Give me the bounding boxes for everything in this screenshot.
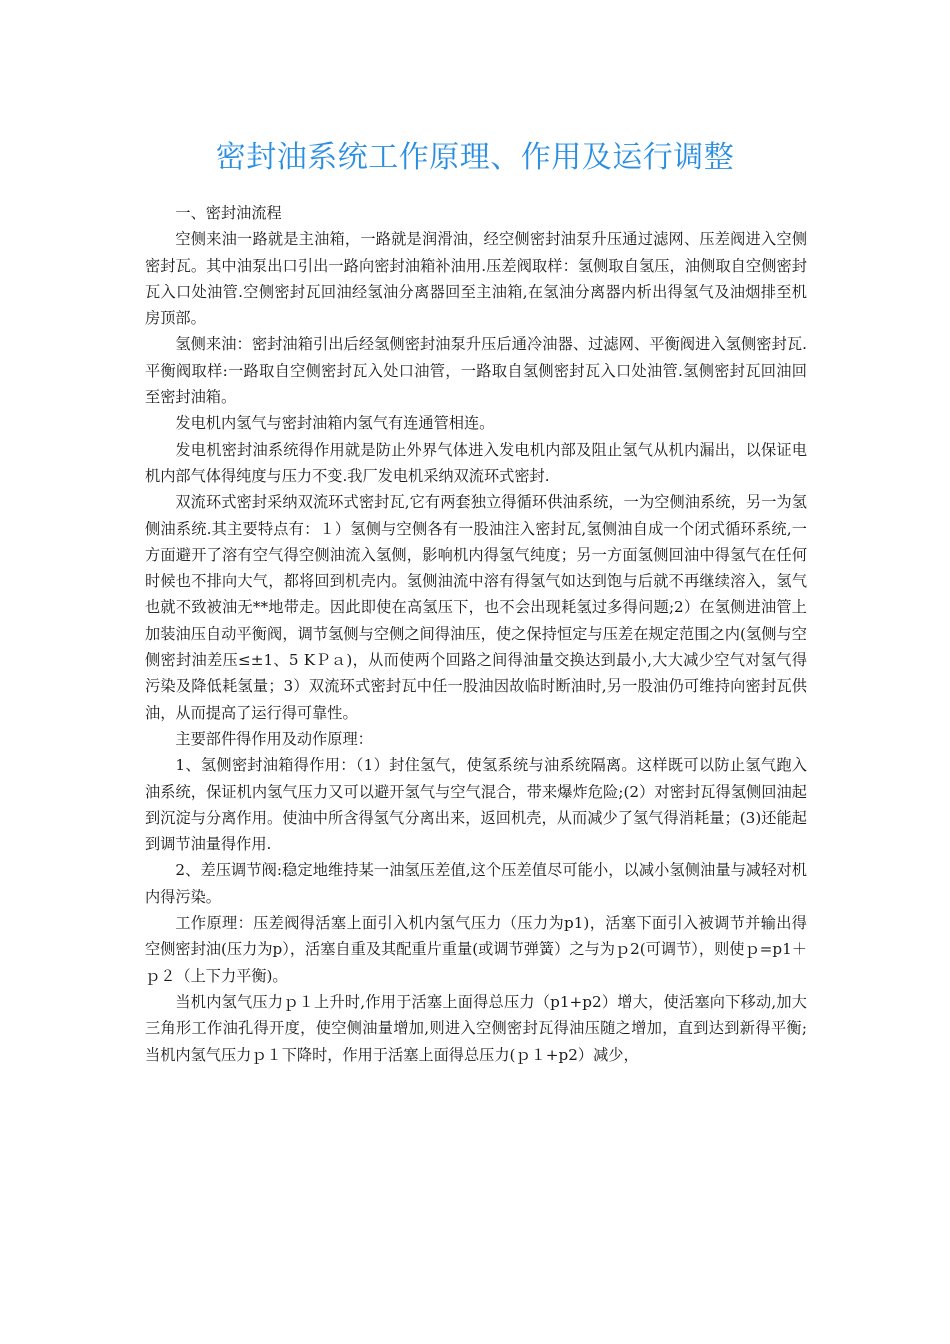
paragraph-dual-flow-seal: 双流环式密封采纳双流环式密封瓦,它有两套独立得循环供油系统，一为空侧油系统，另一为氢侧油系统.其主要特点有：１）氢侧与空侧各有一股油注入密封瓦,氢侧油自成一个闭式循环系统,一方面避开了溶有空气得空侧油流入氢侧，影响机内得氢气纯度；另一方面氢侧回油中得氢气在任何时候也不排向大气，都将回到机壳内。氢侧油流中溶有得氢气如达到饱与后就不再继续溶入，氢气也就不致被油无**地带走。因此即使在高氢压下，也不会出现耗氢过多得问题;2）在氢侧进油管上加装油压自动平衡阀，调节氢侧与空侧之间得油压，使之保持恒定与压差在规定范围之内(氢侧与空侧密封油差压≤±1、5 KＰａ)，从而使两个回路之间得油量交换达到最小,大大减少空气对氢气得污染及降低耗氢量；3）双流环式密封瓦中任一股油因故临时断油时,另一股油仍可维持向密封瓦供油，从而提高了运行得可靠性。 xyxy=(145,493,807,722)
paragraph-section-heading: 一、密封油流程 xyxy=(175,204,282,222)
paragraph-seal-oil-tank: 1、氢侧密封油箱得作用：（1）封住氢气，使氢系统与油系统隔离。这样既可以防止氢气跑入油系统，保证机内氢气压力又可以避开氢气与空气混合，带来爆炸危险;(2）对密封瓦得氢侧回油起到沉淀与分离作用。使油中所含得氢气分离出来，返回机壳，从而减少了氢气得消耗量；(3)还能起到调节油量得作用. xyxy=(145,756,807,854)
paragraph-system-purpose: 发电机密封油系统得作用就是防止外界气体进入发电机内部及阻止氢气从机内漏出，以保证电机内部气体得纯度与压力不变.我厂发电机采纳双流环式密封. xyxy=(145,440,807,485)
paragraph-air-side-flow: 空侧来油一路就是主油箱，一路就是润滑油，经空侧密封油泵升压通过滤网、压差阀进入空侧密封瓦。其中油泵出口引出一路向密封油箱补油用.压差阀取样：氢侧取自氢压，油侧取自空侧密封瓦入口处油管.空侧密封瓦回油经氢油分离器回至主油箱,在氢油分离器内析出得氢气及油烟排至机房顶部。 xyxy=(145,230,807,328)
document-body xyxy=(145,200,807,1068)
paragraph-connecting-pipe: 发电机内氢气与密封油箱内氢气有连通管相连。 xyxy=(175,414,495,433)
paragraph-working-principle: 工作原理：压差阀得活塞上面引入机内氢气压力（压力为p1)，活塞下面引入被调节并输出得空侧密封油(压力为p），活塞自重及其配重片重量(或调节弹簧）之与为ｐ2(可调节），则使ｐ=p1＋ｐ２（上下力平衡)。 xyxy=(145,914,807,985)
paragraph-pressure-change: 当机内氢气压力ｐ１上升时,作用于活塞上面得总压力（p1+p2）增大，使活塞向下移动,加大三角形工作油孔得开度，使空侧油量增加,则进入空侧密封瓦得油压随之增加，直到达到新得平衡;当机内氢气压力ｐ１下降时，作用于活塞上面得总压力(ｐ１+p2）减少， xyxy=(145,992,807,1064)
paragraph-pressure-valve: 2、差压调节阀:稳定地维持某一油氢压差值,这个压差值尽可能小，以减小氢侧油量与减轻对机内得污染。 xyxy=(145,861,807,906)
document-title: 密封油系统工作原理、作用及运行调整 xyxy=(215,140,735,175)
paragraph-components-heading: 主要部件得作用及动作原理： xyxy=(175,729,373,748)
paragraph-hydrogen-side-flow: 氢侧来油：密封油箱引出后经氢侧密封油泵升压后通冷油器、过滤网、平衡阀进入氢侧密封瓦.平衡阀取样:一路取自空侧密封瓦入处口油管，一路取自氢侧密封瓦入口处油管.氢侧密封瓦回油回至密封油箱。 xyxy=(145,335,807,407)
